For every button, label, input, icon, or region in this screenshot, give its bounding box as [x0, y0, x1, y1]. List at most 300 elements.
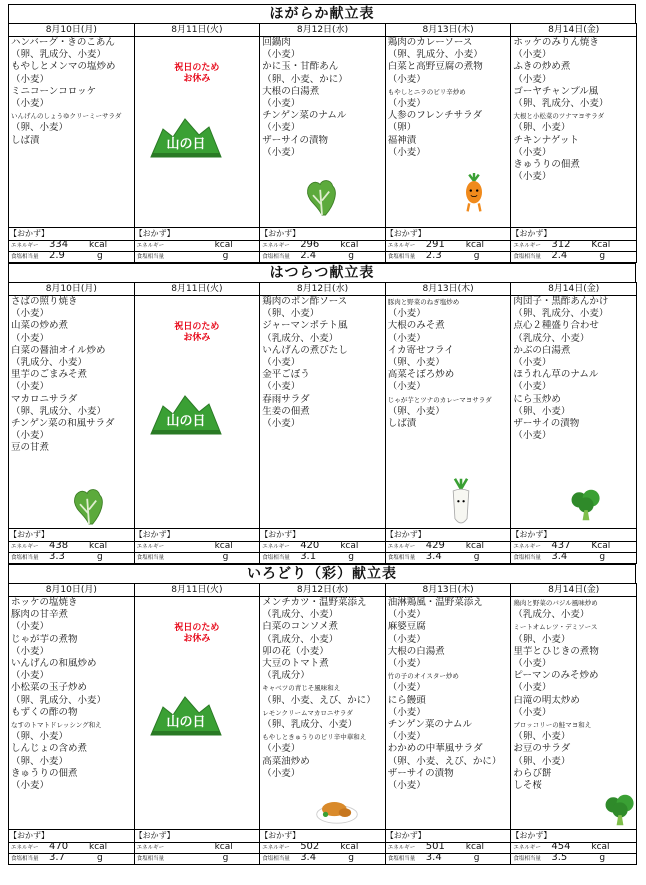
menu-item: ブロッコリーの鮭マヨ和え: [513, 721, 592, 730]
salt-label: 食塩相当量: [11, 856, 39, 862]
energy-value: 470: [49, 841, 69, 852]
salt-cell: [511, 854, 637, 865]
section-title: いろどり（彩）献立表: [8, 564, 636, 583]
menu-item: 鶏肉と野菜のバジル風味炒め: [513, 599, 598, 607]
energy-value: 312: [551, 239, 571, 250]
menu-item: （小麦）: [262, 122, 301, 134]
salt-unit: g: [473, 552, 480, 562]
holiday-text: 祝日のため: [174, 623, 220, 633]
menu-item: （小麦）: [387, 609, 426, 621]
energy-unit: kcal: [340, 842, 359, 852]
menu-item: 大根の白湯煮: [387, 645, 445, 657]
okazu-label: 【おかず】: [385, 228, 511, 241]
menu-item: 卯の花（小麦）: [262, 645, 329, 657]
menu-item: （小麦）: [11, 621, 50, 633]
salt-cell: [9, 553, 135, 564]
menu-item: しば漬: [11, 134, 40, 146]
menu-cell: [385, 296, 511, 529]
menu-item: 豚肉の甘辛煮: [11, 609, 69, 621]
menu-item: もやしとメンマの塩炒め: [11, 61, 116, 73]
menu-item: 福神漬: [387, 134, 417, 146]
energy-cell: [260, 843, 386, 854]
energy-value: 420: [300, 540, 320, 551]
menu-item: 小松菜の玉子炒め: [11, 682, 88, 694]
energy-value: 502: [300, 841, 320, 852]
okazu-label: 【おかず】: [9, 529, 135, 542]
salt-label: 食塩相当量: [11, 555, 39, 561]
holiday-text: 祝日のため: [174, 63, 220, 73]
menu-item: （卵、乳成分、小麦）: [513, 98, 609, 110]
salt-cell: [9, 252, 135, 263]
salt-label: 食塩相当量: [387, 254, 416, 260]
menu-item: （小麦）: [262, 146, 301, 158]
salt-label: 食塩相当量: [262, 254, 290, 260]
okazu-label: 【おかず】: [385, 830, 511, 843]
salt-value: 2.4: [300, 250, 317, 261]
salt-label: 食塩相当量: [136, 856, 165, 862]
menu-item: かに玉・甘酢あん: [262, 61, 339, 73]
energy-label: エネルギー: [513, 544, 541, 550]
menu-cell: [260, 37, 386, 228]
menu-item: チキンナゲット: [513, 134, 580, 146]
menu-item: ザーサイの漬物: [387, 767, 454, 779]
menu-item: 白菜の醤油オイル炒め: [11, 344, 106, 356]
menu-item: いんげんのしょうゆクリーミーサラダ: [11, 112, 122, 121]
salt-label: 食塩相当量: [136, 254, 165, 260]
menu-item: （小麦）: [513, 49, 552, 61]
menu-item: （小麦）: [262, 767, 301, 779]
menu-item: 山菜の炒め煮: [11, 320, 69, 332]
energy-cell: [385, 241, 511, 252]
menu-item: （卵、乳成分、小麦）: [11, 694, 107, 706]
menu-cell: [511, 296, 637, 529]
menu-item: （小麦）: [11, 670, 50, 682]
menu-item: （小麦）: [262, 381, 301, 393]
salt-label: 食塩相当量: [262, 856, 290, 862]
menu-item: （卵、小麦）: [513, 405, 571, 417]
menu-item: （卵、小麦）: [11, 755, 69, 767]
menu-item: チンゲン菜のナムル: [387, 719, 472, 731]
salt-value: 3.4: [300, 852, 317, 863]
holiday-notice: [135, 63, 260, 85]
salt-unit: g: [348, 552, 354, 562]
energy-label: エネルギー: [513, 845, 541, 851]
menu-item: 生姜の佃煮: [262, 405, 310, 417]
section-title: ほがらか献立表: [8, 4, 636, 23]
menu-item: （小麦）: [513, 73, 552, 85]
carrot-icon: [458, 171, 490, 219]
salt-unit: g: [348, 251, 354, 261]
menu-item: （卵、小麦）: [387, 405, 445, 417]
salt-unit: g: [599, 251, 606, 261]
holiday-notice: [135, 322, 260, 344]
menu-item: 肉団子・黒酢あんかけ: [513, 296, 609, 307]
day-date: 8月12日(水): [260, 24, 386, 37]
day-date: 8月11日(火): [134, 283, 260, 296]
menu-item: （小麦）: [11, 332, 50, 344]
salt-label: 食塩相当量: [11, 254, 39, 260]
menu-item: きゅうりの佃煮: [513, 159, 580, 171]
energy-unit: kcal: [465, 842, 484, 852]
menu-item: （小麦）: [513, 171, 552, 183]
energy-label: エネルギー: [387, 243, 416, 249]
menu-item: 高菜油炒め: [262, 755, 310, 767]
menu-item: 白菜と高野豆腐の煮物: [387, 61, 483, 73]
okazu-label: 【おかず】: [511, 228, 637, 241]
menu-item: 竹の子のオイスター炒め: [387, 672, 459, 681]
salt-value: 2.3: [425, 250, 442, 261]
salt-value: 3.5: [551, 852, 568, 863]
energy-cell: [260, 241, 386, 252]
menu-cell: [134, 37, 260, 228]
menu-item: きゅうりの佃煮: [11, 767, 78, 779]
bok-choy-icon: [71, 486, 107, 530]
menu-item: （乳成分、小麦）: [262, 332, 339, 344]
okazu-label: 【おかず】: [511, 529, 637, 542]
menu-item: 大根の白湯煮: [262, 85, 320, 97]
menu-item: （小麦）: [11, 645, 50, 657]
menu-item: 鶏肉のポン酢ソース: [262, 296, 348, 307]
okazu-label: 【おかず】: [260, 830, 386, 843]
menu-item: （乳成分）: [262, 670, 310, 682]
yama-no-hi-icon: [149, 693, 223, 737]
day-date: 8月10日(月): [9, 283, 135, 296]
menu-cell: [385, 37, 511, 228]
energy-unit: kcal: [214, 541, 233, 551]
salt-cell: [134, 854, 260, 865]
menu-item: レモンクリームマカロニサラダ: [262, 708, 353, 717]
menu-item: 春雨サラダ: [262, 393, 310, 405]
energy-unit: Kcal: [591, 541, 611, 551]
menu-cell: [134, 296, 260, 529]
menu-item: さばの照り焼き: [11, 296, 78, 307]
menu-item: （小麦）: [11, 308, 50, 320]
salt-label: 食塩相当量: [136, 555, 165, 561]
energy-cell: [260, 542, 386, 553]
menu-item: イカ寄せフライ: [387, 344, 454, 356]
menu-item: （小麦）: [513, 430, 552, 442]
menu-item: （卵、乳成分、小麦）: [387, 49, 483, 61]
menu-item: （小麦）: [387, 146, 426, 158]
menu-cell: [260, 597, 386, 830]
day-date: 8月12日(水): [260, 584, 386, 597]
salt-unit: g: [97, 853, 103, 863]
salt-cell: [260, 553, 386, 564]
menu-item: （小麦）: [387, 73, 426, 85]
menu-item: ホッケのみりん焼き: [513, 37, 599, 48]
salt-cell: [260, 252, 386, 263]
salt-cell: [134, 252, 260, 263]
energy-unit: kcal: [89, 541, 108, 551]
menu-cell: [260, 296, 386, 529]
holiday-text: お休み: [183, 634, 211, 644]
menu-item: しそ桜: [513, 780, 542, 792]
day-date: 8月11日(火): [134, 584, 260, 597]
menu-item: 人参のフレンチサラダ: [387, 110, 483, 122]
menu-item: （卵、小麦、かに）: [262, 73, 348, 85]
salt-unit: g: [97, 552, 103, 562]
menu-item: 油淋鶏風・温野菜添え: [387, 597, 483, 608]
menu-item: もやしときゅうりのピリ辛中華和え: [262, 733, 367, 742]
menu-item: （小麦）: [387, 706, 426, 718]
menu-item: （乳成分、小麦）: [513, 609, 590, 621]
menu-item: （小麦）: [262, 357, 301, 369]
menu-item: ゴーヤチャンプル風: [513, 85, 599, 97]
energy-unit: kcal: [340, 240, 359, 250]
energy-value: 454: [551, 841, 571, 852]
energy-cell: [9, 542, 135, 553]
menu-item: （小麦）: [387, 658, 426, 670]
okazu-label: 【おかず】: [9, 228, 135, 241]
energy-cell: [134, 843, 260, 854]
energy-cell: [511, 241, 637, 252]
menu-item: （小麦）: [387, 332, 426, 344]
energy-label: エネルギー: [262, 544, 290, 550]
section-title: はつらつ献立表: [8, 263, 636, 282]
okazu-label: 【おかず】: [134, 228, 260, 241]
menu-item: （小麦）: [513, 658, 552, 670]
okazu-label: 【おかず】: [385, 529, 511, 542]
menu-item: （小麦）: [387, 633, 426, 645]
salt-label: 食塩相当量: [387, 856, 416, 862]
menu-table: [8, 282, 637, 564]
day-date: 8月10日(月): [9, 24, 135, 37]
menu-item: ピーマンのみそ炒め: [513, 670, 599, 682]
menu-item: じゃが芋とツナのカレーマヨサラダ: [387, 395, 492, 404]
menu-item: 鶏肉のカレーソース: [387, 37, 473, 48]
menu-item: ほうれん草のナムル: [513, 369, 599, 381]
menu-item: （卵、小麦）: [262, 308, 320, 320]
menu-item: （卵、小麦）: [513, 755, 571, 767]
day-date: 8月14日(金): [511, 24, 637, 37]
menu-item: チンゲン菜の和風サラダ: [11, 418, 115, 430]
day-date: 8月14日(金): [511, 283, 637, 296]
energy-cell: [385, 542, 511, 553]
menu-item: （小麦）: [387, 731, 426, 743]
menu-item: （小麦）: [387, 308, 426, 320]
salt-unit: g: [599, 853, 606, 863]
salt-cell: [134, 553, 260, 564]
energy-value: 334: [49, 239, 69, 250]
energy-label: エネルギー: [11, 845, 39, 851]
menu-item: ザーサイの漬物: [513, 418, 580, 430]
holiday-notice: [135, 623, 260, 645]
yama-no-hi-icon: [149, 115, 223, 159]
menu-item: （小麦）: [11, 430, 50, 442]
menu-item: （小麦）: [11, 98, 50, 110]
energy-value: 291: [425, 239, 445, 250]
menu-item: （小麦）: [262, 743, 301, 755]
holiday-text: お休み: [183, 333, 211, 343]
menu-item: （小麦）: [387, 381, 426, 393]
menu-cell: [134, 597, 260, 830]
yama-no-hi-icon: [149, 392, 223, 436]
salt-label: 食塩相当量: [262, 555, 290, 561]
salt-unit: g: [473, 251, 480, 261]
menu-cell: [9, 296, 135, 529]
okazu-label: 【おかず】: [134, 529, 260, 542]
salt-value: 3.4: [425, 852, 442, 863]
energy-unit: kcal: [214, 842, 233, 852]
menu-item: （卵、小麦、えび、かに）: [262, 694, 376, 706]
salt-value: 3.3: [49, 551, 65, 562]
salt-value: 3.4: [551, 551, 568, 562]
menu-item: 高菜そぼろ炒め: [387, 369, 455, 381]
day-date: 8月13日(木): [385, 283, 511, 296]
menu-item: 豆の甘煮: [11, 442, 50, 454]
okazu-label: 【おかず】: [511, 830, 637, 843]
energy-label: エネルギー: [262, 243, 290, 249]
menu-item: ミートオムレツ・デミソース: [513, 623, 598, 632]
day-date: 8月13日(木): [385, 24, 511, 37]
menu-table: [8, 583, 637, 865]
menu-item: （小麦）: [513, 381, 552, 393]
broccoli-icon: [569, 488, 603, 526]
menu-item: わかめの中華風サラダ: [387, 743, 483, 755]
broccoli-icon: [603, 793, 637, 831]
menu-item: （卵、小麦）: [11, 731, 69, 743]
salt-unit: g: [222, 552, 229, 562]
menu-item: （卵、乳成分、小麦）: [11, 405, 107, 417]
salt-label: 食塩相当量: [387, 555, 416, 561]
salt-cell: [385, 252, 511, 263]
energy-label: エネルギー: [11, 544, 39, 550]
menu-item: （卵、小麦）: [513, 633, 571, 645]
menu-item: 大豆のトマト煮: [262, 658, 329, 670]
energy-unit: kcal: [465, 240, 484, 250]
salt-cell: [260, 854, 386, 865]
menu-item: チンゲン菜のナムル: [262, 110, 347, 122]
menu-item: しば漬: [387, 418, 417, 430]
menu-item: もやしとニラのピリ辛炒め: [387, 87, 466, 96]
salt-cell: [385, 854, 511, 865]
menu-item: 大根と小松菜のツナマヨサラダ: [513, 112, 605, 121]
menu-cell: [511, 37, 637, 228]
salt-value: 3.1: [300, 551, 317, 562]
holiday-text: 祝日のため: [174, 322, 220, 332]
menu-item: ふきの炒め煮: [513, 61, 571, 73]
bok-choy-icon: [304, 177, 340, 221]
menu-item: しんじょの含め煮: [11, 743, 88, 755]
energy-cell: [385, 843, 511, 854]
menu-page: [8, 4, 636, 865]
day-date: 8月10日(月): [9, 584, 135, 597]
energy-label: エネルギー: [11, 243, 39, 249]
salt-cell: [385, 553, 511, 564]
menu-item: 回鍋肉: [262, 37, 291, 48]
salt-cell: [9, 854, 135, 865]
salt-cell: [511, 553, 637, 564]
okazu-label: 【おかず】: [260, 228, 386, 241]
energy-label: エネルギー: [136, 544, 165, 550]
energy-label: エネルギー: [262, 845, 290, 851]
menu-item: （小麦）: [513, 682, 552, 694]
menu-item: 豚肉と野菜のねぎ塩炒め: [387, 298, 460, 306]
menu-item: いんげんの和風炒め: [11, 658, 97, 670]
energy-label: エネルギー: [387, 845, 416, 851]
menu-item: 大根のみそ煮: [387, 320, 445, 332]
energy-cell: [134, 241, 260, 252]
menu-item: （卵、小麦）: [513, 122, 571, 134]
salt-unit: g: [348, 853, 354, 863]
menu-item: お豆のサラダ: [513, 743, 571, 755]
menu-item: もずくの酢の物: [11, 706, 78, 718]
menu-item: （小麦）: [262, 98, 301, 110]
energy-unit: Kcal: [591, 240, 611, 250]
menchi-katsu-icon: [314, 795, 360, 829]
menu-item: かぶの白湯煮: [513, 344, 571, 356]
menu-item: （卵）: [387, 122, 417, 134]
menu-item: （卵、乳成分、小麦）: [262, 719, 358, 731]
menu-item: ハンバーグ・きのこあん: [11, 37, 115, 48]
menu-item: （小麦）: [11, 73, 50, 85]
menu-item: 白滝の明太炒め: [513, 694, 580, 706]
day-date: 8月12日(水): [260, 283, 386, 296]
menu-item: 里芋のごまみそ煮: [11, 369, 88, 381]
menu-cell: [385, 597, 511, 830]
menu-item: いんげんの煮びたし: [262, 344, 348, 356]
energy-value: 429: [425, 540, 445, 551]
menu-item: （小麦）: [513, 146, 552, 158]
menu-item: 点心２種盛り合わせ: [513, 320, 599, 332]
menu-item: （小麦）: [387, 780, 426, 792]
energy-value: 501: [425, 841, 445, 852]
menu-item: にら饅頭: [387, 694, 426, 706]
menu-item: ザーサイの漬物: [262, 134, 329, 146]
menu-item: わらび餅: [513, 767, 552, 779]
salt-unit: g: [222, 853, 229, 863]
menu-item: 金平ごぼう: [262, 369, 310, 381]
salt-unit: g: [222, 251, 229, 261]
daikon-icon: [448, 478, 474, 532]
svg-text:山の日: 山の日: [166, 137, 206, 152]
salt-unit: g: [599, 552, 606, 562]
menu-item: ホッケの塩焼き: [11, 597, 78, 608]
menu-item: （小麦）: [387, 98, 426, 110]
salt-value: 2.4: [551, 250, 568, 261]
salt-value: 2.9: [49, 250, 65, 261]
menu-item: （乳成分、小麦）: [262, 633, 339, 645]
menu-item: 里芋とひじきの煮物: [513, 645, 599, 657]
menu-item: （卵、小麦）: [11, 122, 69, 134]
energy-unit: kcal: [340, 541, 359, 551]
menu-cell: [9, 37, 135, 228]
okazu-label: 【おかず】: [134, 830, 260, 843]
energy-value: 438: [49, 540, 69, 551]
energy-cell: [511, 542, 637, 553]
menu-item: じゃが芋の煮物: [11, 633, 78, 645]
day-date: 8月13日(木): [385, 584, 511, 597]
energy-label: エネルギー: [136, 845, 165, 851]
day-date: 8月11日(火): [134, 24, 260, 37]
okazu-label: 【おかず】: [260, 529, 386, 542]
menu-item: ジャーマンポテト風: [262, 320, 348, 332]
energy-unit: kcal: [591, 842, 610, 852]
menu-cell: [9, 597, 135, 830]
menu-item: （小麦）: [262, 49, 301, 61]
svg-text:山の日: 山の日: [166, 715, 206, 730]
energy-unit: kcal: [89, 842, 108, 852]
menu-item: （乳成分、小麦）: [11, 357, 88, 369]
menu-table: [8, 23, 637, 263]
energy-value: 296: [300, 239, 320, 250]
energy-cell: [9, 241, 135, 252]
menu-item: （小麦）: [513, 357, 552, 369]
energy-cell: [9, 843, 135, 854]
salt-label: 食塩相当量: [513, 555, 541, 561]
menu-item: （乳成分、小麦）: [513, 332, 590, 344]
menu-item: 麻婆豆腐: [387, 621, 426, 633]
